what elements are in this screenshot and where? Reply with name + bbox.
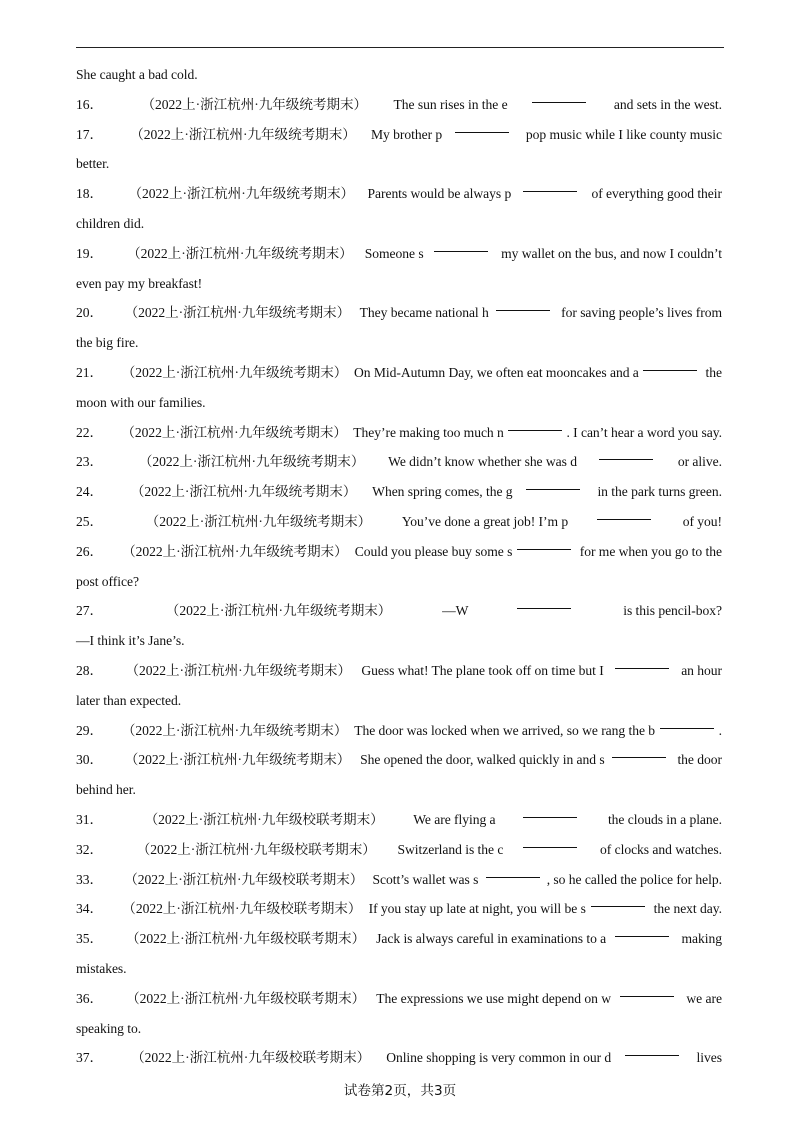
continuation-line: later than expected. xyxy=(76,692,182,708)
question-source: （2022上·浙江杭州·九年级校联考期末） xyxy=(144,811,384,827)
question-text: On Mid-Autumn Day, we often eat mooncakes and a xyxy=(353,364,639,380)
question-item xyxy=(76,477,722,507)
question-text: Online shopping is very common in our d xyxy=(386,1050,612,1066)
answer-blank[interactable] xyxy=(434,239,488,252)
question-number: 30． xyxy=(76,752,104,768)
answer-blank[interactable] xyxy=(523,179,577,192)
question-source: （2022上·浙江杭州·九年级统考期末） xyxy=(121,722,348,738)
answer-blank[interactable] xyxy=(660,716,714,729)
question-text: You’ve done a great job! I’m p xyxy=(401,513,569,529)
question-item xyxy=(76,596,722,626)
continuation-line: better. xyxy=(76,156,110,172)
question-text: Scott’s wallet was s xyxy=(372,871,479,887)
question-number: 32． xyxy=(76,841,104,857)
continuation-line: She caught a bad cold. xyxy=(76,67,198,82)
question-text: When spring comes, the g xyxy=(372,484,513,500)
answer-blank[interactable] xyxy=(532,90,586,103)
question-text-end: pop music while I like county music xyxy=(522,126,722,142)
question-source: （2022上·浙江杭州·九年级统考期末） xyxy=(145,513,372,529)
question-text-end: an hour xyxy=(677,662,722,678)
question-number: 35． xyxy=(76,931,104,947)
question-source: （2022上·浙江杭州·九年级校联考期末） xyxy=(124,871,364,887)
question-item xyxy=(76,865,722,895)
question-text-end: of everything good their xyxy=(588,186,722,202)
question-item xyxy=(76,835,722,865)
answer-blank[interactable] xyxy=(496,298,550,311)
question-text-end: my wallet on the bus, and now I couldn’t xyxy=(497,245,722,261)
question-number: 24． xyxy=(76,484,104,500)
question-item xyxy=(76,447,722,477)
question-number: 28． xyxy=(76,662,104,678)
question-source: （2022上·浙江杭州·九年级校联考期末） xyxy=(131,1050,371,1066)
question-number: 27． xyxy=(76,603,104,619)
question-text: Someone s xyxy=(364,245,424,261)
question-source: （2022上·浙江杭州·九年级统考期末） xyxy=(122,543,348,559)
continuation-line: post office? xyxy=(76,573,139,589)
question-number: 29． xyxy=(76,722,104,738)
question-source: （2022上·浙江杭州·九年级统考期末） xyxy=(127,245,353,261)
question-number: 17． xyxy=(76,126,104,142)
answer-blank[interactable] xyxy=(620,984,674,997)
question-text-end: the clouds in a plane. xyxy=(604,811,722,827)
question-text-end: in the park turns green. xyxy=(594,484,722,500)
question-text-end: . I can’t hear a word you say. xyxy=(566,424,722,440)
question-item xyxy=(76,537,722,567)
answer-blank[interactable] xyxy=(523,805,577,818)
question-text-end: for saving people’s lives from xyxy=(557,305,722,321)
answer-blank[interactable] xyxy=(612,745,666,758)
continuation-line: even pay my breakfast! xyxy=(76,275,203,291)
answer-blank[interactable] xyxy=(508,418,562,431)
question-text-end: and sets in the west. xyxy=(610,96,722,112)
answer-blank[interactable] xyxy=(526,477,580,490)
question-text-end: making xyxy=(678,931,722,947)
answer-blank[interactable] xyxy=(615,924,669,937)
page-footer: 试卷第2页，共3页 xyxy=(343,1083,457,1099)
question-source: （2022上·浙江杭州·九年级统考期末） xyxy=(165,603,392,619)
question-source: （2022上·浙江杭州·九年级统考期末） xyxy=(124,752,351,768)
answer-blank[interactable] xyxy=(643,358,697,371)
question-item xyxy=(76,745,722,775)
question-source: （2022上·浙江杭州·九年级统考期末） xyxy=(124,305,351,321)
question-number: 25． xyxy=(76,513,104,529)
question-text-end: or alive. xyxy=(674,454,722,470)
question-text: Guess what! The plane took off on time but I xyxy=(361,662,608,678)
question-number: 23． xyxy=(76,454,104,470)
question-number: 26． xyxy=(76,543,104,559)
question-item xyxy=(76,418,722,448)
question-text-end: we are xyxy=(683,990,722,1006)
question-source: （2022上·浙江杭州·九年级统考期末） xyxy=(141,96,368,112)
answer-blank[interactable] xyxy=(591,894,645,907)
question-source: （2022上·浙江杭州·九年级统考期末） xyxy=(138,454,365,470)
question-item xyxy=(76,984,722,1014)
question-text: They became national h xyxy=(359,305,489,321)
question-text-end: for me when you go to the xyxy=(576,543,722,559)
answer-blank[interactable] xyxy=(615,656,669,669)
continuation-line: —I think it’s Jane’s. xyxy=(76,633,185,649)
question-number: 16． xyxy=(76,96,104,112)
question-source: （2022上·浙江杭州·九年级统考期末） xyxy=(130,126,356,142)
question-text: We are flying a xyxy=(413,811,496,827)
question-number: 31． xyxy=(76,811,104,827)
header-rule xyxy=(76,47,724,48)
question-source: （2022上·浙江杭州·九年级校联考期末） xyxy=(126,931,366,947)
question-source: （2022上·浙江杭州·九年级统考期末） xyxy=(125,662,351,678)
question-number: 34． xyxy=(76,901,104,917)
question-text: If you stay up late at night, you will be s xyxy=(368,901,586,917)
question-text: The sun rises in the e xyxy=(393,96,508,112)
answer-blank[interactable] xyxy=(486,865,540,878)
question-text: They’re making too much n xyxy=(353,424,504,440)
question-item xyxy=(76,120,722,150)
question-number: 21． xyxy=(76,364,104,380)
question-text-end: of you! xyxy=(679,513,722,529)
question-number: 20． xyxy=(76,305,104,321)
question-text: Switzerland is the c xyxy=(397,841,504,857)
continuation-line: behind her. xyxy=(76,782,136,798)
question-source: （2022上·浙江杭州·九年级统考期末） xyxy=(130,484,357,500)
question-item xyxy=(76,894,722,924)
question-item xyxy=(76,358,722,388)
question-text-end: , so he called the police for help. xyxy=(546,871,722,887)
question-text: The door was locked when we arrived, so we rang the b xyxy=(354,722,656,738)
question-item xyxy=(76,1043,722,1073)
question-number: 22． xyxy=(76,424,104,440)
question-text-end: of clocks and watches. xyxy=(596,841,722,857)
question-number: 18． xyxy=(76,186,104,202)
question-item xyxy=(76,90,722,120)
question-source: （2022上·浙江杭州·九年级统考期末） xyxy=(128,186,355,202)
question-text-end: the next day. xyxy=(650,901,722,917)
answer-blank[interactable] xyxy=(455,120,509,133)
question-text: My brother p xyxy=(371,126,443,142)
question-list xyxy=(76,60,722,1073)
answer-blank[interactable] xyxy=(599,447,653,460)
question-number: 37． xyxy=(76,1050,104,1066)
answer-blank[interactable] xyxy=(597,507,651,520)
continuation-line: speaking to. xyxy=(76,1020,142,1036)
continuation-line: children did. xyxy=(76,215,145,231)
question-item xyxy=(76,716,722,746)
answer-blank[interactable] xyxy=(625,1043,679,1056)
question-item xyxy=(76,805,722,835)
question-text-end: lives xyxy=(693,1050,722,1066)
question-text: We didn’t know whether she was d xyxy=(388,454,577,470)
question-source: （2022上·浙江杭州·九年级校联考期末） xyxy=(136,841,376,857)
question-item xyxy=(76,656,722,686)
question-text: The expressions we use might depend on w xyxy=(376,990,611,1006)
question-text: —W xyxy=(442,603,469,619)
question-text-end: . xyxy=(718,722,722,738)
question-source: （2022上·浙江杭州·九年级校联考期末） xyxy=(122,901,362,917)
answer-blank[interactable] xyxy=(517,596,571,609)
question-number: 19． xyxy=(76,245,104,261)
question-number: 33． xyxy=(76,871,104,887)
question-text: Could you please buy some s xyxy=(354,543,513,559)
question-source: （2022上·浙江杭州·九年级统考期末） xyxy=(121,424,347,440)
question-item xyxy=(76,179,722,209)
question-item xyxy=(76,239,722,269)
continuation-line: the big fire. xyxy=(76,335,139,351)
question-text-end: the xyxy=(702,364,722,380)
question-item xyxy=(76,507,722,537)
question-source: （2022上·浙江杭州·九年级校联考期末） xyxy=(126,990,366,1006)
question-text-end: is this pencil-box? xyxy=(619,603,722,619)
answer-blank[interactable] xyxy=(523,835,577,848)
question-item xyxy=(76,298,722,328)
continuation-line: mistakes. xyxy=(76,960,127,976)
question-text: She opened the door, walked quickly in and s xyxy=(360,752,605,768)
answer-blank[interactable] xyxy=(517,537,571,550)
continuation-line: moon with our families. xyxy=(76,394,206,410)
question-text-end: the door xyxy=(674,752,722,768)
question-text: Jack is always careful in examinations to a xyxy=(376,931,607,947)
question-source: （2022上·浙江杭州·九年级统考期末） xyxy=(121,364,348,380)
question-number: 36． xyxy=(76,990,104,1006)
question-item xyxy=(76,924,722,954)
question-text: Parents would be always p xyxy=(367,186,512,202)
